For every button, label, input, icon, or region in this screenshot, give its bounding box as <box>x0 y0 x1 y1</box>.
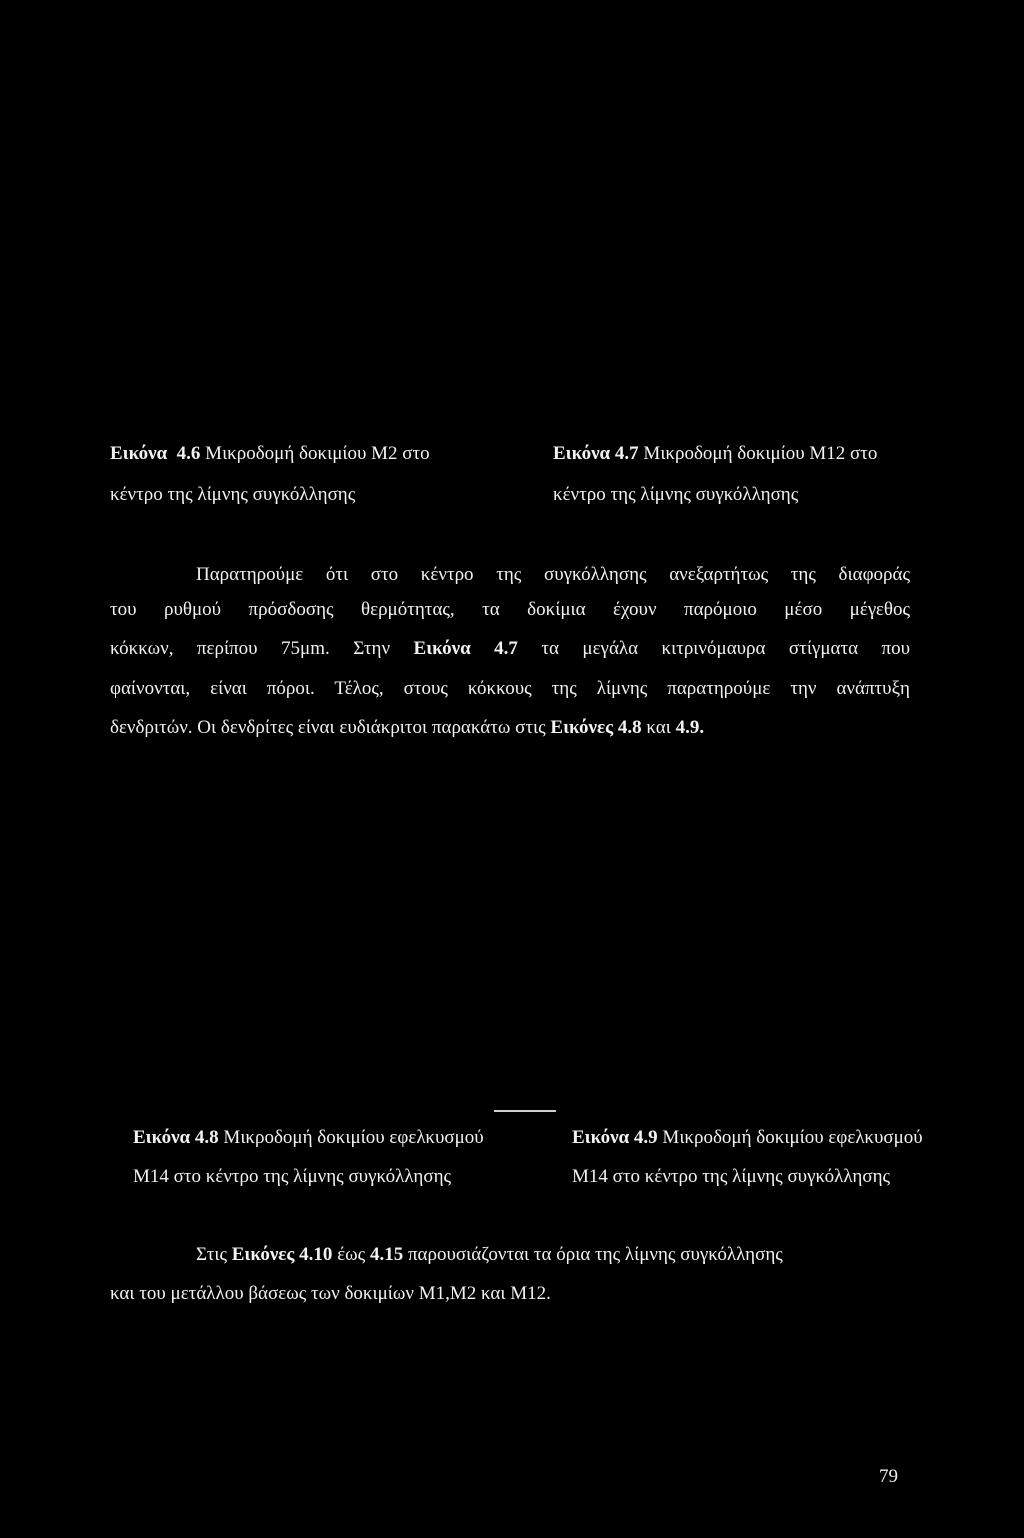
paragraph-text: Στις <box>196 1244 227 1265</box>
paragraph-text: δενδριτών. Οι δενδρίτες είναι ευδιάκριτοι παρακάτω στις <box>110 717 546 738</box>
caption-text: Μικροδομή δοκιμίου εφελκυσμού <box>223 1127 484 1148</box>
caption-label: Εικόνα <box>133 1127 191 1148</box>
caption-figure-4-9-line2: Μ14 στο κέντρο της λίμνης συγκόλλησης <box>572 1166 891 1187</box>
caption-number: 4.9 <box>633 1127 658 1148</box>
caption-figure-4-8-line1 <box>133 1127 484 1149</box>
caption-number: 4.6 <box>176 443 201 464</box>
paragraph-line <box>110 710 910 746</box>
caption-number: 4.8 <box>194 1127 219 1148</box>
paragraph-line: και του μετάλλου βάσεως των δοκιμίων Μ1,Μ2 και Μ12. <box>110 1283 551 1304</box>
paragraph-line: του ρυθμού πρόσδοσης θερμότητας, τα δοκίμια έχουν παρόμοιο μέσο μέγεθος <box>110 599 910 620</box>
figure-reference: Εικόνες 4.8 <box>550 717 642 738</box>
caption-label: Εικόνα <box>572 1127 630 1148</box>
divider-rule <box>494 1110 556 1112</box>
paragraph-text: παρουσιάζονται τα όρια της λίμνης συγκόλλησης <box>407 1244 783 1265</box>
figure-reference: 4.15 <box>369 1244 404 1265</box>
figure-reference: 4.9. <box>675 717 705 738</box>
paragraph-line: φαίνονται, είναι πόροι. Τέλος, στους κόκκους της λίμνης παρατηρούμε την ανάπτυξη <box>110 678 910 699</box>
caption-figure-4-6-line1 <box>110 443 530 465</box>
caption-figure-4-7-line2: κέντρο της λίμνης συγκόλλησης <box>553 484 799 505</box>
paragraph-line <box>196 1244 783 1266</box>
paragraph-line: Παρατηρούμε ότι στο κέντρο της συγκόλλησης ανεξαρτήτως της διαφοράς <box>196 564 910 585</box>
caption-figure-4-6-line2: κέντρο της λίμνης συγκόλλησης <box>110 484 356 505</box>
paragraph-text: κόκκων, περίπου 75μm. Στην <box>110 638 391 659</box>
caption-text: Μικροδομή δοκιμίου Μ12 στο <box>643 443 878 464</box>
caption-figure-4-9-line1 <box>572 1127 923 1149</box>
caption-label: Εικόνα <box>110 443 168 464</box>
caption-label: Εικόνα <box>553 443 611 464</box>
paragraph-text: έως <box>337 1244 366 1265</box>
page-number: 79 <box>879 1466 898 1487</box>
paragraph-text: και <box>646 717 671 738</box>
caption-figure-4-7-line1 <box>553 443 993 465</box>
figure-reference: Εικόνες 4.10 <box>231 1244 333 1265</box>
caption-text: Μικροδομή δοκιμίου εφελκυσμού <box>662 1127 923 1148</box>
paragraph-text: τα μεγάλα κιτρινόμαυρα στίγματα που <box>541 638 910 659</box>
figure-reference: Εικόνα 4.7 <box>413 638 518 659</box>
paragraph-line <box>110 631 910 667</box>
caption-text: Μικροδομή δοκιμίου Μ2 στο <box>205 443 430 464</box>
caption-figure-4-8-line2: Μ14 στο κέντρο της λίμνης συγκόλλησης <box>133 1166 452 1187</box>
caption-number: 4.7 <box>614 443 639 464</box>
